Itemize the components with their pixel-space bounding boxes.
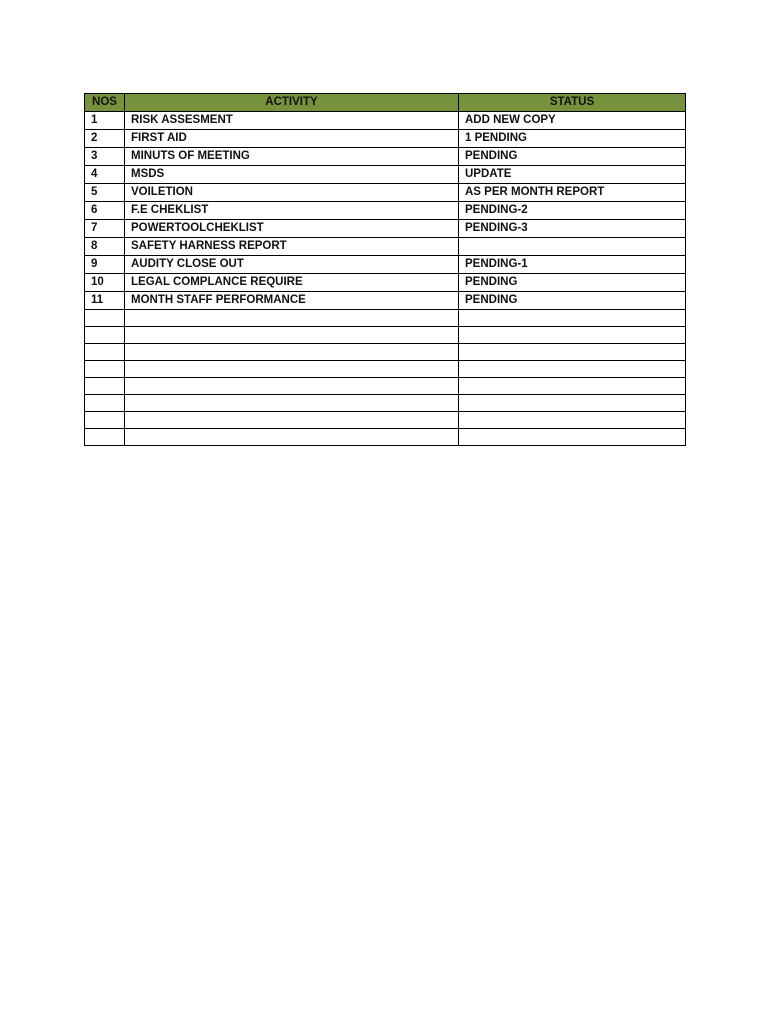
nos-cell: 7 [85, 220, 125, 238]
nos-cell [85, 412, 125, 429]
table-row [85, 310, 686, 327]
table-row [85, 378, 686, 395]
table-row [85, 292, 686, 310]
nos-cell: 4 [85, 166, 125, 184]
activity-cell [125, 361, 459, 378]
nos-cell [85, 327, 125, 344]
table-row [85, 361, 686, 378]
status-cell [459, 395, 686, 412]
table-row [85, 256, 686, 274]
table-row [85, 202, 686, 220]
status-cell: UPDATE [459, 166, 686, 184]
column-header-nos: NOS [85, 94, 125, 112]
table-row [85, 395, 686, 412]
nos-cell [85, 395, 125, 412]
activity-table [84, 93, 686, 446]
nos-cell [85, 361, 125, 378]
nos-cell: 2 [85, 130, 125, 148]
status-cell: PENDING-3 [459, 220, 686, 238]
status-cell [459, 344, 686, 361]
nos-cell: 10 [85, 274, 125, 292]
nos-cell [85, 310, 125, 327]
status-cell: PENDING-2 [459, 202, 686, 220]
activity-cell [125, 395, 459, 412]
activity-cell: F.E CHEKLIST [125, 202, 459, 220]
status-cell [459, 310, 686, 327]
column-header-activity: ACTIVITY [125, 94, 459, 112]
nos-cell: 11 [85, 292, 125, 310]
status-cell [459, 378, 686, 395]
table-row [85, 238, 686, 256]
activity-cell: AUDITY CLOSE OUT [125, 256, 459, 274]
table-row [85, 327, 686, 344]
activity-status-sheet [84, 93, 685, 446]
nos-cell: 9 [85, 256, 125, 274]
activity-cell: RISK ASSESMENT [125, 112, 459, 130]
status-cell: PENDING [459, 148, 686, 166]
column-header-status: STATUS [459, 94, 686, 112]
table-row [85, 184, 686, 202]
activity-cell [125, 327, 459, 344]
activity-cell: FIRST AID [125, 130, 459, 148]
status-cell [459, 327, 686, 344]
activity-cell: MINUTS OF MEETING [125, 148, 459, 166]
activity-cell: LEGAL COMPLANCE REQUIRE [125, 274, 459, 292]
activity-cell [125, 378, 459, 395]
table-row [85, 166, 686, 184]
nos-cell: 5 [85, 184, 125, 202]
status-cell: PENDING [459, 274, 686, 292]
table-row [85, 112, 686, 130]
activity-cell: POWERTOOLCHEKLIST [125, 220, 459, 238]
table-row [85, 220, 686, 238]
nos-cell [85, 429, 125, 446]
status-cell: AS PER MONTH REPORT [459, 184, 686, 202]
table-row [85, 274, 686, 292]
nos-cell [85, 378, 125, 395]
activity-cell [125, 310, 459, 327]
table-row [85, 429, 686, 446]
activity-cell: MSDS [125, 166, 459, 184]
nos-cell: 8 [85, 238, 125, 256]
nos-cell [85, 344, 125, 361]
nos-cell: 6 [85, 202, 125, 220]
table-row [85, 344, 686, 361]
activity-cell [125, 429, 459, 446]
status-cell: 1 PENDING [459, 130, 686, 148]
status-cell: PENDING-1 [459, 256, 686, 274]
status-cell [459, 412, 686, 429]
nos-cell: 3 [85, 148, 125, 166]
activity-cell: MONTH STAFF PERFORMANCE [125, 292, 459, 310]
activity-cell: VOILETION [125, 184, 459, 202]
activity-cell: SAFETY HARNESS REPORT [125, 238, 459, 256]
table-row [85, 130, 686, 148]
activity-cell [125, 412, 459, 429]
activity-cell [125, 344, 459, 361]
table-body [85, 112, 686, 446]
status-cell: PENDING [459, 292, 686, 310]
table-header-row [85, 94, 686, 112]
status-cell [459, 238, 686, 256]
status-cell [459, 429, 686, 446]
status-cell [459, 361, 686, 378]
table-row [85, 412, 686, 429]
nos-cell: 1 [85, 112, 125, 130]
table-row [85, 148, 686, 166]
status-cell: ADD NEW COPY [459, 112, 686, 130]
